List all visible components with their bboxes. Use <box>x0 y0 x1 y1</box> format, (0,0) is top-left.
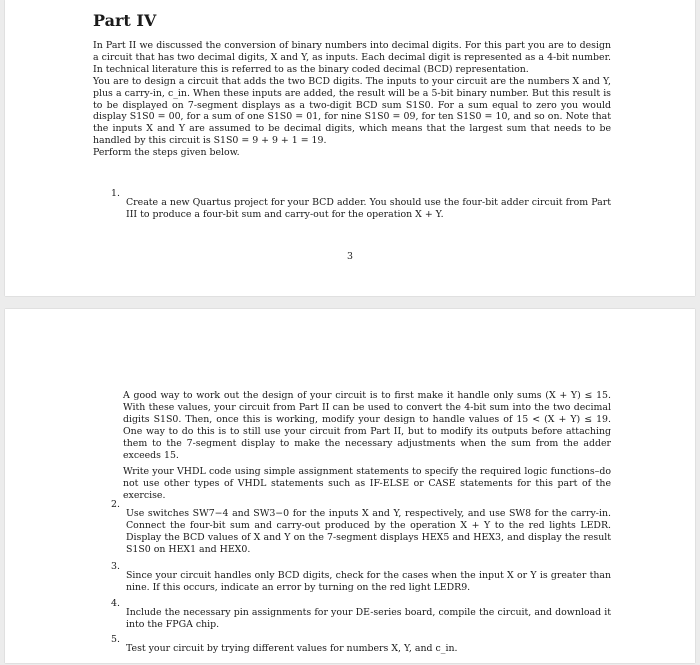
step-number: 4. <box>111 598 120 609</box>
step-text: Test your circuit by trying different values for numbers X, Y, and c_in. <box>126 643 458 655</box>
step-number: 5. <box>111 634 120 645</box>
step-number: 2. <box>111 499 120 510</box>
step-text: Include the necessary pin assignments for your DE-series board, compile the circuit, and download it into the FPGA chip. <box>126 607 611 631</box>
step-text: Create a new Quartus project for your BCD adder. You should use the four-bit adder circuit from Part III to produce a four-bit sum and carry-out for the operation X + Y. <box>126 197 611 221</box>
intro-text <box>93 40 611 159</box>
continued-text <box>123 390 611 502</box>
section-heading: Part IV <box>93 11 157 30</box>
document-page-1 <box>5 0 695 296</box>
step-number: 3. <box>111 561 120 572</box>
step-text: Use switches SW7−4 and SW3−0 for the inputs X and Y, respectively, and use SW8 for the carry-in. Connect the four-bit sum and carry-out produced by the operation X + Y to the red lights LEDR. Display the BCD values of X and Y on the 7-segment displays HEX5 and HEX3, and display the result S1S0 on HEX1 and HEX0. <box>126 508 611 556</box>
step-text: Since your circuit handles only BCD digits, check for the cases when the input X or Y is greater than nine. If this occurs, indicate an error by turning on the red light LEDR9. <box>126 570 611 594</box>
intro-paragraph-3: Perform the steps given below. <box>93 147 240 159</box>
list-item-step-1 <box>111 188 611 231</box>
intro-paragraph-2: You are to design a circuit that adds the two BCD digits. The inputs to your circuit are the numbers X and Y, plus a carry-in, c_in. When these inputs are added, the result will be a 5-bit binary number. But this result is to be displayed on 7-segment displays as a two-digit BCD sum S1S0. For a sum equal to zero you would display S1S0 = 00, for a sum of one S1S0 = 01, for nine S1S0 = 09, for ten S1S0 = 10, and so on. Note that the inputs X and Y are assumed to be decimal digits, which means that the largest sum that needs to be handled by this circuit is S1S0 = 9 + 9 + 1 = 19. <box>93 75 611 147</box>
page-number: 3 <box>347 251 353 262</box>
document-page-2 <box>5 309 695 663</box>
list-item-step-5 <box>111 634 611 665</box>
continued-paragraph-1: A good way to work out the design of your circuit is to first make it handle only sums (X + Y) ≤ 15. With these values, your circuit from Part II can be used to convert the 4-bit sum into the two decimal digits S1S0. Then, once this is working, modify your design to handle values of 15 < (X + Y) ≤ 19. One way to do this is to still use your circuit from Part II, but to modify its outputs before attaching them to the 7-segment display to make the necessary adjustments when the sum from the adder exceeds 15. <box>123 390 611 461</box>
continued-paragraph-2: Write your VHDL code using simple assignment statements to specify the required logic functions–do not use other types of VHDL statements such as IF-ELSE or CASE statements for this part of the exercise. <box>123 466 611 502</box>
intro-paragraph-1: In Part II we discussed the conversion of binary numbers into decimal digits. For this part you are to design a circuit that has two decimal digits, X and Y, as inputs. Each decimal digit is represented as a 4-bit number. In technical literature this is referred to as the binary coded decimal (BCD) representation. <box>93 40 611 75</box>
step-number: 1. <box>111 188 120 199</box>
list-item-step-2 <box>111 499 611 565</box>
